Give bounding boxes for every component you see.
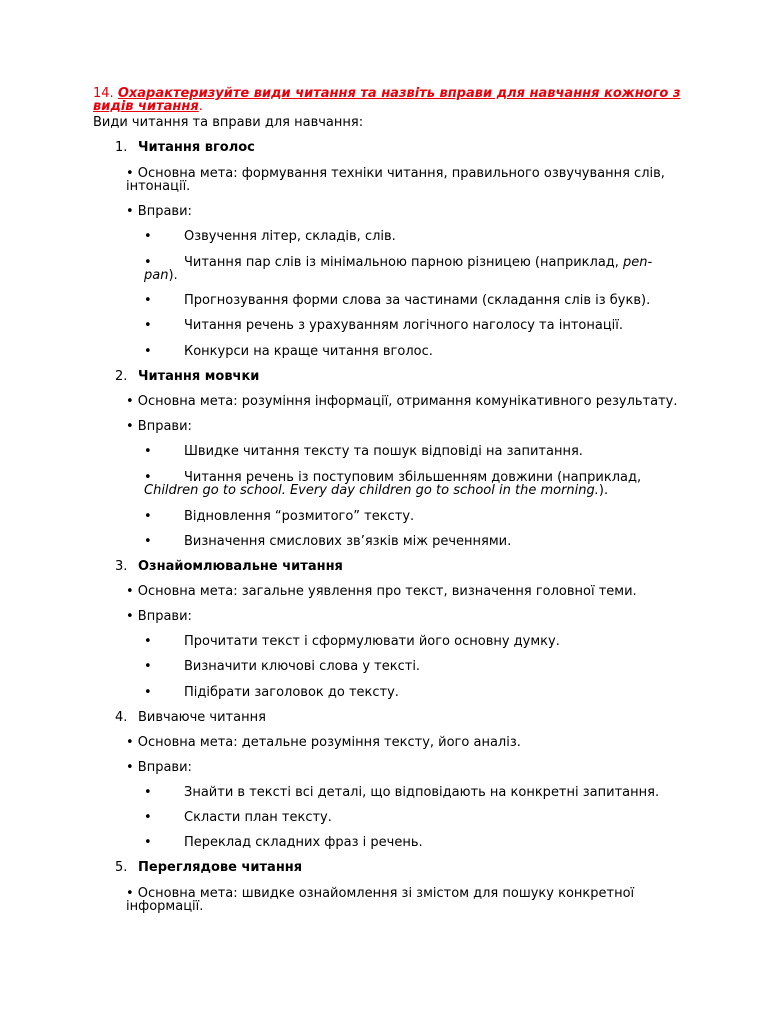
exercise-text: Відновлення “розмитого” тексту. bbox=[184, 509, 415, 524]
bullet-dot: • bbox=[144, 634, 152, 649]
exercise-text: Скласти план тексту. bbox=[184, 810, 332, 825]
bullet-dot: • bbox=[144, 344, 152, 359]
section-title: Читання вголос bbox=[138, 140, 255, 155]
exercise-text: Читання пар слів із мінімальною парною різницею (наприклад, bbox=[184, 255, 624, 270]
section-3-exercises-label: • Вправи: bbox=[126, 609, 192, 624]
exercise-item bbox=[144, 445, 684, 458]
exercise-example: pen- bbox=[623, 255, 653, 270]
exercise-text: Швидке читання тексту та пошук відповіді на запитання. bbox=[184, 444, 583, 459]
section-heading-3 bbox=[115, 559, 343, 574]
section-2-goal: • Основна мета: розуміння інформації, отримання комунікативного результату. bbox=[126, 394, 678, 409]
exercise-item bbox=[144, 510, 684, 523]
exercise-text: Визначення смислових зв’язків між реченнями. bbox=[184, 534, 512, 549]
section-title: Читання мовчки bbox=[138, 369, 260, 384]
goal-line: інформації. bbox=[126, 899, 204, 914]
exercise-item bbox=[144, 660, 684, 673]
question-text: Охарактеризуйте види читання та назвіть вправи для навчання кожного з видів читання bbox=[93, 86, 681, 114]
exercise-item bbox=[144, 319, 684, 332]
exercise-text: Знайти в тексті всі деталі, що відповідають на конкретні запитання. bbox=[184, 785, 660, 800]
exercise-item bbox=[144, 535, 684, 548]
exercise-item bbox=[144, 786, 684, 799]
question-heading bbox=[93, 87, 693, 113]
exercise-text: Читання речень із поступовим збільшенням довжини (наприклад, bbox=[184, 470, 642, 485]
exercise-text: Прогнозування форми слова за частинами (складання слів із букв). bbox=[184, 293, 651, 308]
question-trailing: . bbox=[198, 99, 203, 114]
exercise-item bbox=[144, 256, 684, 282]
section-4-exercises-label: • Вправи: bbox=[126, 760, 192, 775]
bullet-dot: • bbox=[144, 255, 152, 270]
exercise-text: Переклад складних фраз і речень. bbox=[184, 835, 423, 850]
section-5-goal bbox=[126, 887, 686, 913]
exercise-item bbox=[144, 635, 684, 648]
section-number: 1. bbox=[115, 140, 128, 155]
section-title: Вивчаюче читання bbox=[138, 710, 266, 725]
section-title: Ознайомлювальне читання bbox=[138, 559, 343, 574]
exercise-text: Визначити ключові слова у тексті. bbox=[184, 659, 421, 674]
exercise-text: Читання речень з урахуванням логічного наголосу та інтонації. bbox=[184, 318, 624, 333]
section-3-goal: • Основна мета: загальне уявлення про текст, визначення головної теми. bbox=[126, 584, 637, 599]
exercise-text: ). bbox=[598, 483, 609, 498]
bullet-dot: • bbox=[144, 444, 152, 459]
section-number: 5. bbox=[115, 860, 128, 875]
bullet-dot: • bbox=[144, 685, 152, 700]
bullet-dot: • bbox=[144, 835, 152, 850]
section-number: 3. bbox=[115, 559, 128, 574]
bullet-dot: • bbox=[144, 470, 152, 485]
goal-line: інтонації. bbox=[126, 179, 191, 194]
section-heading-5 bbox=[115, 860, 302, 875]
goal-line: • Основна мета: формування техніки читання, правильного озвучування слів, bbox=[126, 166, 665, 181]
exercise-item bbox=[144, 471, 684, 497]
goal-line: • Основна мета: швидке ознайомлення зі змістом для пошуку конкретної bbox=[126, 886, 635, 901]
section-heading-1 bbox=[115, 140, 255, 155]
section-1-exercises-label: • Вправи: bbox=[126, 204, 192, 219]
exercise-example: Children go to school. Every day children go to school in the morning. bbox=[144, 483, 599, 498]
exercise-item bbox=[144, 836, 684, 849]
bullet-dot: • bbox=[144, 785, 152, 800]
exercise-text: ). bbox=[168, 268, 178, 283]
exercise-example: pan bbox=[144, 268, 169, 283]
bullet-dot: • bbox=[144, 229, 152, 244]
bullet-dot: • bbox=[144, 534, 152, 549]
exercise-text: Конкурси на краще читання вголос. bbox=[184, 344, 433, 359]
exercise-text: Прочитати текст і сформулювати його основну думку. bbox=[184, 634, 560, 649]
bullet-dot: • bbox=[144, 509, 152, 524]
exercise-item bbox=[144, 294, 684, 307]
section-number: 4. bbox=[115, 710, 128, 725]
section-2-exercises-label: • Вправи: bbox=[126, 419, 192, 434]
bullet-dot: • bbox=[144, 293, 152, 308]
exercise-item bbox=[144, 345, 684, 358]
exercise-text: Підібрати заголовок до тексту. bbox=[184, 685, 399, 700]
bullet-dot: • bbox=[144, 318, 152, 333]
section-heading-4 bbox=[115, 710, 266, 725]
section-title: Переглядове читання bbox=[138, 860, 303, 875]
section-number: 2. bbox=[115, 369, 128, 384]
bullet-dot: • bbox=[144, 659, 152, 674]
section-4-goal: • Основна мета: детальне розуміння тексту, його аналіз. bbox=[126, 735, 521, 750]
exercise-item bbox=[144, 811, 684, 824]
intro-text: Види читання та вправи для навчання: bbox=[93, 115, 364, 130]
section-heading-2 bbox=[115, 369, 259, 384]
section-1-goal bbox=[126, 167, 686, 193]
question-number: 14. bbox=[93, 86, 114, 101]
bullet-dot: • bbox=[144, 810, 152, 825]
exercise-item bbox=[144, 230, 684, 243]
exercise-item bbox=[144, 686, 684, 699]
exercise-text: Озвучення літер, складів, слів. bbox=[184, 229, 396, 244]
